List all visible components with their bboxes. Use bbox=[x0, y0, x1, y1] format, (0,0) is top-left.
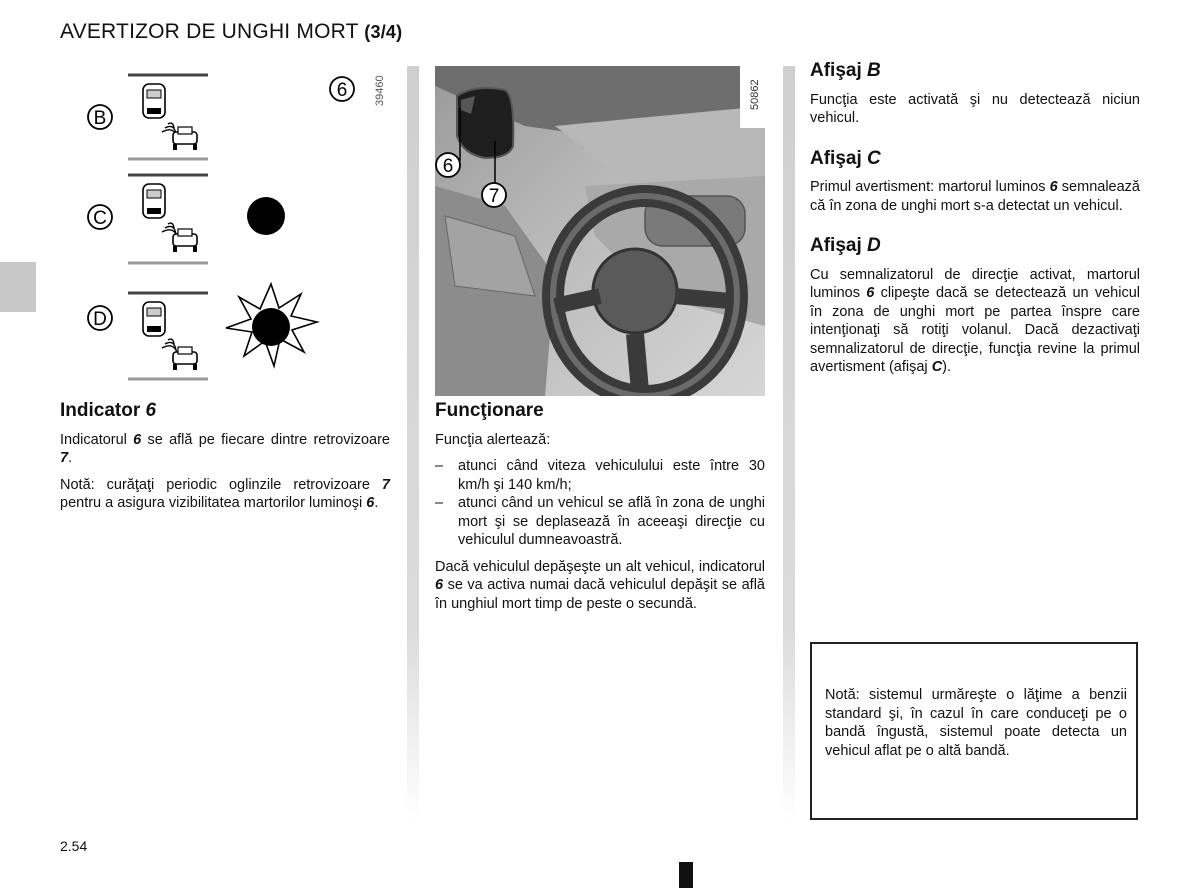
page-title: AVERTIZOR DE UNGHI MORT (3/4) bbox=[60, 20, 403, 43]
afisaj-c-heading: Afişaj C bbox=[810, 147, 881, 169]
own-car-icon bbox=[143, 184, 165, 218]
figure-ref-code: 50862 bbox=[749, 79, 761, 110]
indicator-heading: Indicator 6 bbox=[60, 400, 157, 421]
afisaj-section bbox=[810, 62, 1140, 385]
page-subtitle: (3/4) bbox=[364, 22, 403, 42]
svg-text:B: B bbox=[93, 108, 107, 129]
afisaj-c-text: Primul avertisment: martorul luminos 6 semnalează că în zona de unghi mort s-a detectat un vehicul. bbox=[810, 179, 1140, 214]
circle-label-c bbox=[88, 205, 112, 229]
warning-light-flashing-icon bbox=[226, 284, 317, 366]
row-b bbox=[88, 75, 208, 159]
figure-ref-code: 39460 bbox=[374, 75, 386, 106]
svg-text:7: 7 bbox=[488, 186, 500, 207]
column-divider bbox=[783, 66, 795, 821]
warning-light-on-icon bbox=[247, 197, 285, 235]
indicator-section bbox=[60, 402, 390, 521]
page-number: 2.54 bbox=[60, 838, 88, 854]
afisaj-b-heading: Afişaj B bbox=[810, 60, 881, 81]
column-divider bbox=[407, 66, 419, 821]
other-car-icon bbox=[173, 127, 197, 150]
afisaj-b-text: Funcţia este activată şi nu detectează niciun vehicul. bbox=[810, 91, 1140, 126]
note-box bbox=[810, 642, 1138, 820]
page-marker bbox=[679, 862, 693, 888]
functionare-heading: Funcţionare bbox=[435, 400, 544, 421]
own-car-icon bbox=[143, 84, 165, 118]
row-c bbox=[88, 175, 285, 263]
indicator-paragraph-2: Notă: curăţaţi periodic oglinzile retrovizoare 7 pentru a asigura vizibilitatea martorilor luminoşi 6. bbox=[60, 476, 390, 511]
list-item: – atunci când viteza vehiculului este între 30 km/h şi 140 km/h; bbox=[435, 457, 765, 494]
indicator-paragraph-1: Indicatorul 6 se află pe fiecare dintre retrovizoare 7. bbox=[60, 431, 390, 466]
circle-label-b bbox=[88, 105, 112, 129]
row-d bbox=[88, 284, 317, 379]
section-tab bbox=[0, 262, 36, 312]
afisaj-d-text: Cu semnalizatorul de direcţie activat, martorul luminos 6 clipeşte dacă se detectează un vehicul în zona de unghi mort pe partea înspre care intenţionaţi să rotiţi volanul. Dacă dezactivaţi semnalizatorul de direcţie, funcţia revine la primul avertisment (afişaj C). bbox=[810, 266, 1140, 375]
svg-text:C: C bbox=[93, 208, 107, 229]
functionare-intro: Funcţia alertează: bbox=[435, 431, 551, 448]
functionare-list bbox=[435, 457, 765, 550]
blind-spot-display-diagram bbox=[60, 62, 400, 392]
svg-text:6: 6 bbox=[442, 156, 454, 177]
functionare-section bbox=[435, 402, 765, 621]
list-item: – atunci când un vehicul se află în zona de unghi mort şi se deplasează în aceeaşi direcţie cu vehiculul dumneavoastră. bbox=[435, 494, 765, 550]
note-text: Notă: sistemul urmăreşte o lăţime a benzii standard şi, în cazul în care conduceţi pe o bandă îngustă, sistemul poate detecta un vehicul aflat pe o altă bandă. bbox=[825, 687, 1127, 759]
other-car-icon bbox=[173, 229, 197, 252]
callout-7 bbox=[482, 183, 506, 207]
functionare-paragraph: Dacă vehiculul depăşeşte un alt vehicul, indicatorul 6 se va activa numai dacă vehiculul depăşit se află în unghiul mort timp de peste o secundă. bbox=[435, 558, 765, 612]
svg-text:D: D bbox=[93, 309, 107, 330]
own-car-icon bbox=[143, 302, 165, 336]
afisaj-d-heading: Afişaj D bbox=[810, 235, 881, 256]
side-mirror bbox=[457, 88, 513, 158]
interior-photo bbox=[435, 66, 765, 396]
svg-text:6: 6 bbox=[336, 80, 348, 101]
circle-label-d bbox=[88, 306, 112, 330]
callout-6 bbox=[330, 77, 354, 101]
callout-6 bbox=[436, 153, 460, 177]
